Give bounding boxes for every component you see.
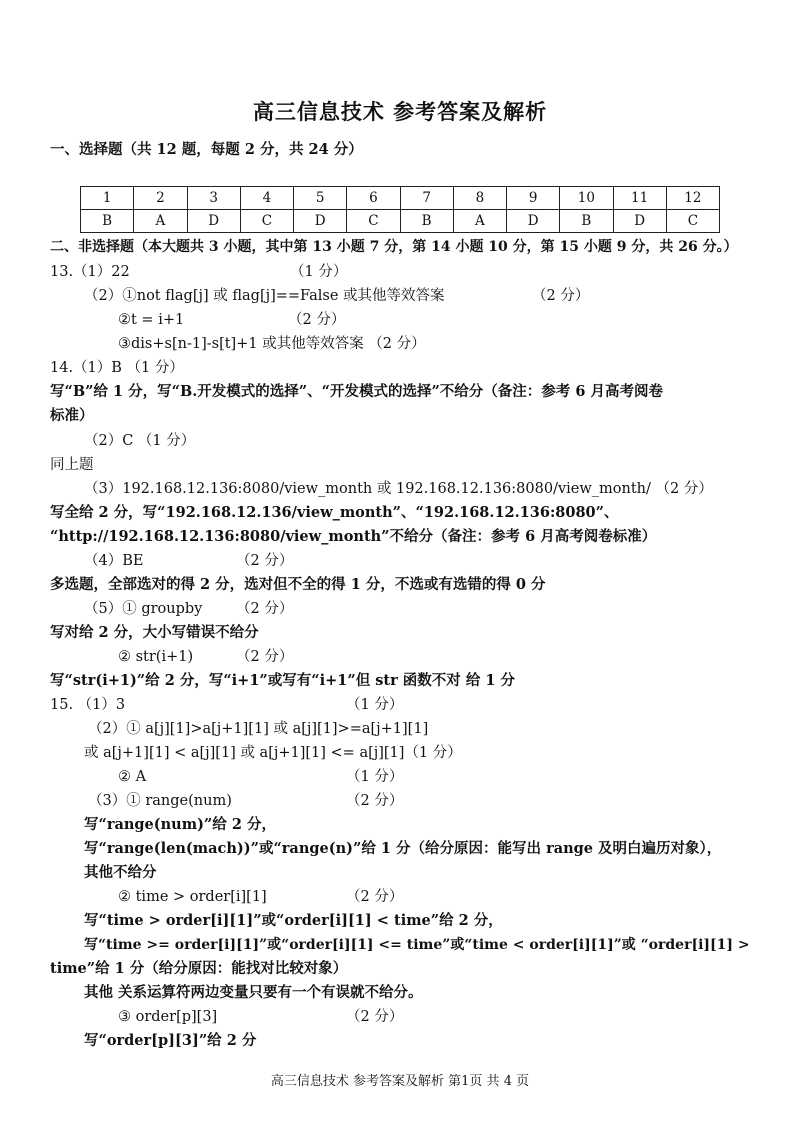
question-number: 1 [81, 187, 134, 210]
q15-part1: 15. （1）3 [50, 697, 126, 713]
question-number: 6 [347, 187, 400, 210]
q14-part5-a-score: （2 分） [236, 601, 294, 617]
q15-part2-a: （2）① a[j][1]>a[j+1][1] 或 a[j][1]>=a[j+1][1] [88, 721, 429, 737]
q14-part1-note-1: 写“B”给 1 分，写“B.开发模式的选择”、“开发模式的选择”不给分（备注：参考 6 月高考阅卷 [50, 383, 663, 400]
q15-part3-a-score: （2 分） [346, 793, 404, 809]
q15-part3-b-score: （2 分） [346, 889, 404, 905]
q15-part3-c-note: 写“order[p][3]”给 2 分 [84, 1032, 257, 1049]
q13-part1-score: （1 分） [290, 264, 348, 280]
answer-table [80, 186, 720, 233]
section-2-heading: 二、非选择题（本大题共 3 小题，其中第 13 小题 7 分，第 14 小题 10 分，第 15 小题 9 分，共 26 分。） [50, 239, 738, 255]
q15-part3-a: （3）① range(num) [88, 793, 232, 809]
q14-part4-score: （2 分） [236, 553, 294, 569]
question-number: 10 [560, 187, 613, 210]
question-number: 7 [400, 187, 453, 210]
page-title: 高三信息技术 参考答案及解析 [252, 99, 548, 124]
answer-cell: C [240, 210, 293, 233]
q15-part2-c: ② A [118, 769, 147, 785]
answer-cell: C [666, 210, 719, 233]
q14-part5-b-score: （2 分） [236, 649, 294, 665]
question-number: 3 [187, 187, 240, 210]
answer-cell: B [560, 210, 613, 233]
q14-part3: （3）192.168.12.136:8080/view_month 或 192.168.12.136:8080/view_month/ （2 分） [84, 481, 713, 497]
q15-part3-a-note-1: 写“range(num)”给 2 分， [84, 816, 276, 833]
question-number: 4 [240, 187, 293, 210]
q14-part2: （2）C （1 分） [84, 433, 196, 449]
answer-cell: A [134, 210, 187, 233]
q14-part5-b-note: 写“str(i+1)”给 2 分，写“i+1”或写有“i+1”但 str 函数不对 给 1 分 [50, 672, 516, 689]
q13-part1: 13.（1）22 [50, 264, 130, 280]
q14-part1: 14.（1）B （1 分） [50, 360, 184, 376]
q14-part2-note: 同上题 [50, 457, 94, 473]
answer-cell: D [187, 210, 240, 233]
q15-part1-score: （1 分） [346, 697, 404, 713]
q14-part3-note-2: “http://192.168.12.136:8080/view_month”不给分（备注：参考 6 月高考阅卷标准） [50, 528, 657, 545]
question-number: 9 [507, 187, 560, 210]
q15-part3-a-note-3: 其他不给分 [84, 864, 157, 881]
q15-part2-c-score: （1 分） [346, 769, 404, 785]
q13-part2-a: （2）①not flag[j] 或 flag[j]==False 或其他等效答案 [84, 288, 445, 304]
answer-row [81, 210, 720, 233]
q15-part3-b-note-1: 写“time > order[i][1]”或“order[i][1] < time”给 2 分， [84, 912, 503, 929]
question-number: 11 [613, 187, 666, 210]
q15-part3-b: ② time > order[i][1] [118, 889, 267, 905]
answer-cell: C [347, 210, 400, 233]
q13-part2-b-score: （2 分） [288, 312, 346, 328]
q15-part3-b-note-3: time”给 1 分（给分原因：能找对比较对象） [50, 960, 348, 977]
q14-part4-note: 多选题，全部选对的得 2 分，选对但不全的得 1 分，不选或有选错的得 0 分 [50, 576, 546, 593]
answer-cell: D [613, 210, 666, 233]
q15-part3-a-note-2: 写“range(len(mach))”或“range(n)”给 1 分（给分原因：能写出 range 及明白遍历对象）， [84, 840, 722, 857]
q14-part5-a: （5）① groupby [84, 601, 203, 617]
q14-part4: （4）BE [84, 553, 144, 569]
question-number-row [81, 187, 720, 210]
q15-part3-b-note-2: 写“time >= order[i][1]”或“order[i][1] <= time”或“time < order[i][1]”或 “order[i][1] > [84, 937, 750, 953]
answer-cell: B [81, 210, 134, 233]
q14-part5-a-note: 写对给 2 分，大小写错误不给分 [50, 624, 259, 641]
q14-part5-b: ② str(i+1) [118, 649, 194, 665]
answer-cell: B [400, 210, 453, 233]
question-number: 12 [666, 187, 719, 210]
question-number: 5 [294, 187, 347, 210]
q15-part3-b-note-4: 其他 关系运算符两边变量只要有一个有误就不给分。 [84, 984, 423, 1001]
answer-cell: A [453, 210, 506, 233]
answer-cell: D [507, 210, 560, 233]
q14-part3-note-1: 写全给 2 分，写“192.168.12.136/view_month”、“192.168.12.136:8080”、 [50, 504, 619, 521]
q13-part2-b: ②t = i+1 [118, 312, 185, 328]
q15-part3-c-score: （2 分） [346, 1009, 404, 1025]
question-number: 8 [453, 187, 506, 210]
section-1-heading: 一、选择题（共 12 题，每题 2 分，共 24 分） [50, 141, 363, 158]
answer-cell: D [294, 210, 347, 233]
q13-part2-c: ③dis+s[n-1]-s[t]+1 或其他等效答案 （2 分） [118, 336, 426, 352]
q15-part3-c: ③ order[p][3] [118, 1009, 218, 1025]
q13-part2-a-score: （2 分） [532, 288, 590, 304]
q15-part2-b: 或 a[j+1][1] < a[j][1] 或 a[j+1][1] <= a[j][1]（1 分） [84, 745, 462, 761]
q14-part1-note-2: 标准） [50, 407, 94, 424]
page-footer: 高三信息技术 参考答案及解析 第1页 共 4 页 [270, 1074, 530, 1089]
question-number: 2 [134, 187, 187, 210]
